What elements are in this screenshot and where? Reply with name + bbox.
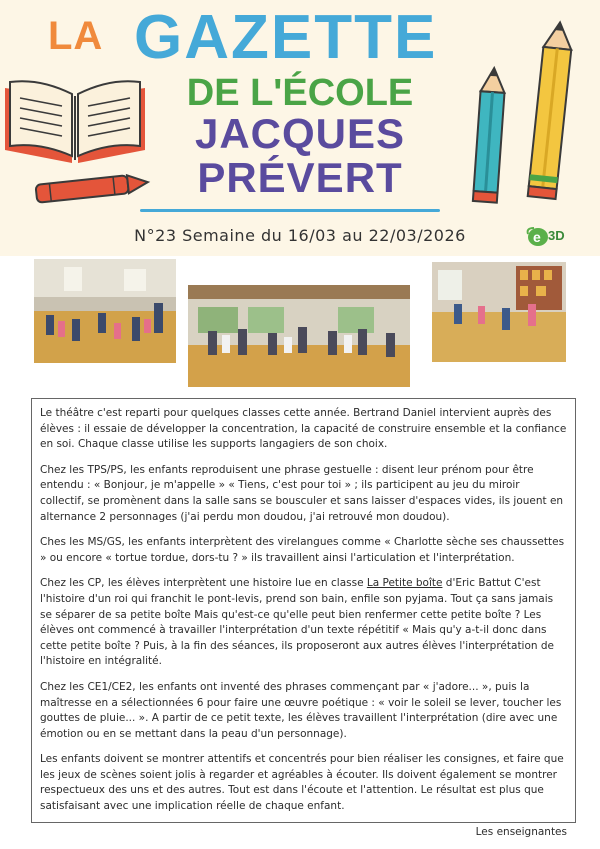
article-box bbox=[31, 398, 576, 838]
gym-photo-children-standing bbox=[34, 259, 176, 363]
pencils-icon bbox=[470, 18, 590, 208]
article-paragraph-tps-ps: Chez les TPS/PS, les enfants reproduisent une phrase gestuelle : disent leur prénom pour être entendu : « Bonjour, je m'appelle » « Tiens, c'est pour toi » ; ils participent au jeu du miroir collectif, se promènent dans la salle sans se bousculer et sans laisser d'espaces vides, ils jouent en alternance 2 personnages (j'ai perdu mon doudou, j'ai retrouvé mon doudou). bbox=[40, 463, 564, 523]
article-paragraph-intro: Le théâtre c'est reparti pour quelques classes cette année. Bertrand Daniel intervient auprès des élèves : il essaie de développer la concentration, la capacité de construire ensemble et la confiance en soi. Chaque classe utilise les supports langagiers de son choix. bbox=[40, 407, 567, 451]
gym-photo-children-circle bbox=[188, 285, 410, 387]
yellow-pencil-icon bbox=[528, 21, 574, 199]
title-ecole: DE L'ÉCOLE bbox=[186, 72, 414, 114]
cp-text-start: Chez les CP, les élèves interprètent une histoire lue en classe bbox=[40, 577, 367, 590]
title-gazette: GAZETTE bbox=[134, 3, 438, 72]
svg-text:e: e bbox=[533, 229, 541, 245]
title-la: LA bbox=[48, 14, 104, 58]
e3d-logo-text: 3D bbox=[548, 228, 565, 243]
issue-number-date: N°23 Semaine du 16/03 au 22/03/2026 bbox=[134, 226, 466, 245]
article-paragraph-cp bbox=[40, 576, 567, 670]
teal-pencil-icon bbox=[473, 67, 506, 202]
title-prevert: PRÉVERT bbox=[197, 154, 403, 201]
cp-text-end: d'Eric Battut C'est l'histoire d'un roi qui franchit le pont-levis, prend son bain, enfile son pyjama. Tout ça sans jamais se séparer de sa petite boîte Mais qu'est-ce qu'elle peut bien renfermer cette petite boîte ? Les élèves ont commencé à travailler l'interprétation d'un texte répétitif « Mais qu'y a-t-il donc dans cette petite boîte ? Puis, à la fin des séances, ils proposeront aux autres élèves l'interprétation de l'histoire en intégralité. bbox=[40, 577, 555, 668]
title-jacques: JACQUES bbox=[194, 110, 406, 157]
book-title: La Petite boîte bbox=[366, 577, 443, 590]
article-signature: Les enseignantes bbox=[475, 825, 567, 838]
article-paragraph-ms-gs: Ches les MS/GS, les enfants interprètent des virelangues comme « Charlotte sèche ses chaussettes » ou encore « tortue tordue, dors-tu ? » ils travaillent ainsi l'articulation et l'interprétation. bbox=[40, 536, 565, 564]
article-paragraph-ce1-ce2: Chez les CE1/CE2, les enfants ont inventé des phrases commençant par « j'adore... », puis la maîtresse en a sélectionnées 6 pour faire une œuvre poétique : « voir le soleil se lever, toucher les gouttes de pluie... ». A partir de ce petit texte, les élèves travaillent l'interprétation (dire avec une émotion ou en se mettant dans la peau d'un personnage). bbox=[40, 680, 562, 740]
article-paragraph-conclusion: Les enfants doivent se montrer attentifs et concentrés pour bien réaliser les consignes, et faire que les jeux de scènes soient jolis à regarder et agréables à écouter. Ils doivent également se montrer respectueux des uns et des autres. Tout est dans l'écoute et l'attention. Le résultat est plus que satisfaisant avec une implication réelle de chaque enfant. bbox=[40, 753, 564, 813]
header-divider bbox=[140, 209, 440, 212]
newsletter-header bbox=[0, 0, 600, 256]
classroom-photo-children-playing bbox=[432, 262, 566, 362]
